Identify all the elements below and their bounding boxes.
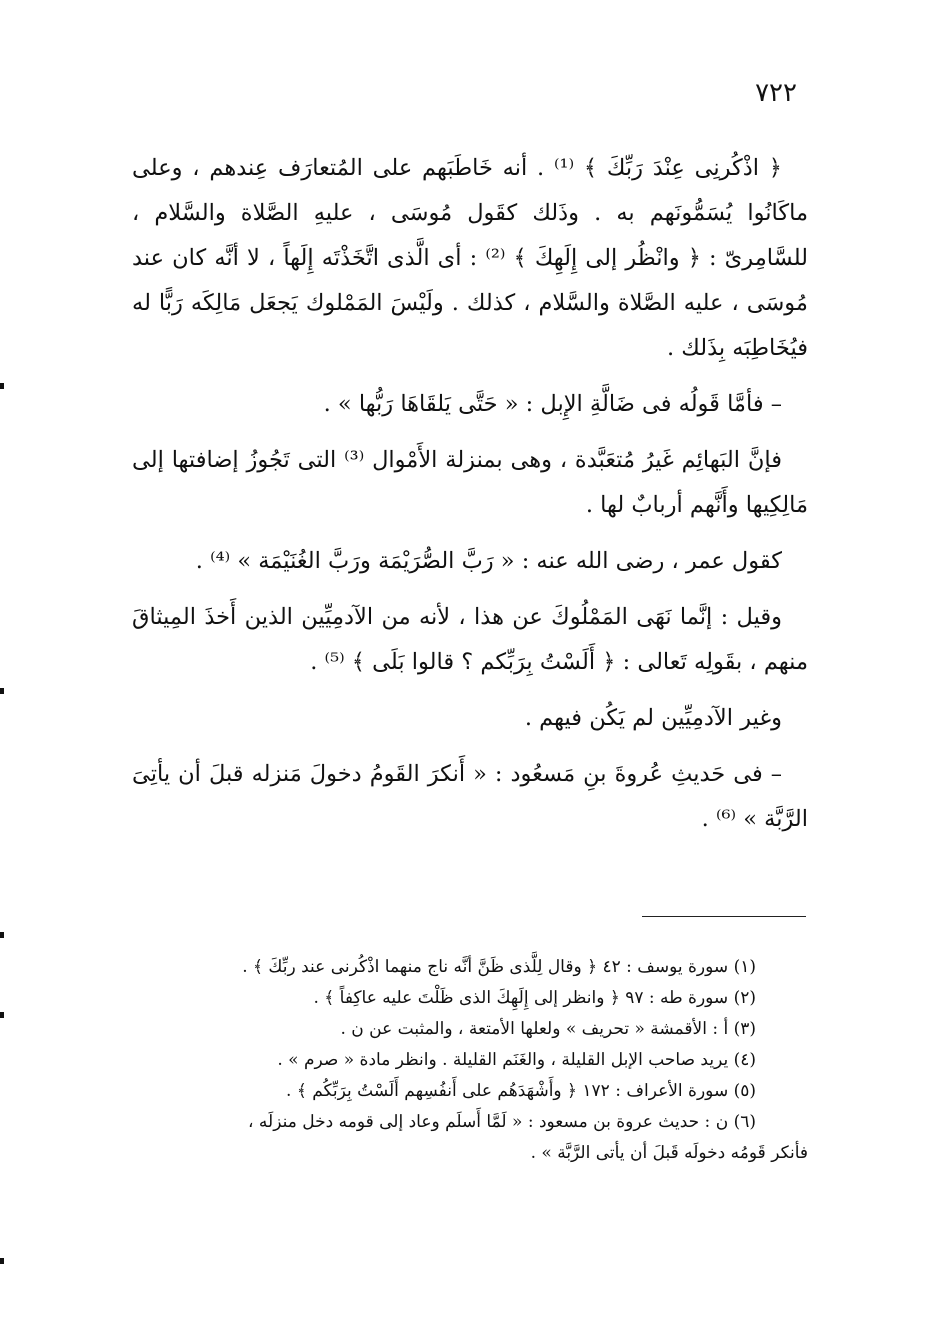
margin-mark bbox=[0, 383, 4, 389]
main-text bbox=[132, 146, 808, 842]
footnote-divider bbox=[642, 916, 806, 917]
footnote-2: (٢) سورة طه : ٩٧ ﴿ وانظر إلى إِلَهِكَ الذى ظَلْتَ عليه عاكِفاً ﴾ . bbox=[313, 988, 756, 1008]
paragraph-2: – فأمَّا قَولُه فى ضَالَّةِ الإِبل : « حَتَّى يَلقَاهَا رَبُّها » . bbox=[323, 391, 782, 417]
footnote-6-continuation: فأنكر قَومُه دخولَه قَبلَ أن يأتى الرَّبَّة » . bbox=[530, 1143, 808, 1163]
margin-mark bbox=[0, 1258, 4, 1264]
footnote-6: (٦) ن : حديث عروة بن مسعود : « لَمَّا أَسلَم وعاد إلى قومه دخل منزلَه ، bbox=[248, 1112, 756, 1132]
paragraph-5: وقيل : إنَّما نَهَى المَمْلُوكَ عن هذا ، لأنه من الآدمِيِّين الذين أَخذَ المِيثاقَ منهم ، بقَولِه تَعالى : ﴿ أَلَسْتُ بِرَبِّكم ؟ قالوا بَلَى ﴾ ⁽⁵⁾ . bbox=[132, 604, 808, 675]
footnote-4: (٤) يريد صاحب الإبل القليلة ، والغَنَم القليلة . وانظر مادة « صرم » . bbox=[277, 1050, 756, 1070]
paragraph-1: ﴿ اذْكُرنِى عِنْدَ رَبِّكَ ﴾ ⁽¹⁾ . أنه خَاطَبَهم على المُتعارَف عِندهم ، وعلى ماكَانُوا يُسَمُّونَهم به . وذَلك كقَول مُوسَى ، عليهِ الصَّلاة والسَّلام ، للسَّامِرىّ : ﴿ وانْظُر إلى إِلَهِكَ ﴾ ⁽²⁾ : أى الَّذى اتَّخَذْتَه إِلَهاً ، لا أنَّه كان عند مُوسَى ، عليه الصَّلاة والسَّلام ، كذلك . ولَيْسَ المَمْلوك يَجعَل مَالِكَه رَبًّا له فيُخَاطِبَه بِذَلك . bbox=[132, 155, 808, 361]
margin-mark bbox=[0, 1012, 4, 1018]
paragraph-6: وغير الآدمِيِّين لم يَكُن فيهم . bbox=[524, 705, 782, 731]
margin-mark bbox=[0, 932, 4, 938]
page-number: ٧٢٢ bbox=[755, 78, 797, 108]
footnote-3: (٣) أ : الأقمشة « تحريف » ولعلها الأمتعة ، والمثبت عن ن . bbox=[340, 1019, 756, 1039]
paragraph-4: كقول عمر ، رضى الله عنه : « رَبَّ الصُّرَيْمَة ورَبَّ الغُنَيْمَة » ⁽⁴⁾ . bbox=[195, 548, 782, 574]
footnotes bbox=[132, 952, 808, 1169]
margin-mark bbox=[0, 688, 4, 694]
paragraph-3: فإنَّ البَهائِم غَيرُ مُتعَبَّدة ، وهى بمنزلة الأَمْوال ⁽³⁾ التى تَجُوزُ إضافتها إلى مَالِكِيها وأَنَّهم أربابٌ لها . bbox=[132, 447, 808, 518]
footnote-5: (٥) سورة الأعراف : ١٧٢ ﴿ وأَشْهَدَهُم على أَنفُسِهم أَلَسْتُ بِرَبِّكُم ﴾ . bbox=[286, 1081, 756, 1101]
footnote-1: (١) سورة يوسف : ٤٢ ﴿ وقال لِلَّذى ظَنَّ أنَّه ناج منهما اذْكُرنى عند ربِّكَ ﴾ . bbox=[242, 957, 756, 977]
paragraph-7: – فى حَديثِ عُروةَ بنِ مَسعُود : « أَنكرَ القَومُ دخولَ مَنزله قبلَ أن يأتِىَ الرَّبَّة » ⁽⁶⁾ . bbox=[132, 761, 808, 832]
